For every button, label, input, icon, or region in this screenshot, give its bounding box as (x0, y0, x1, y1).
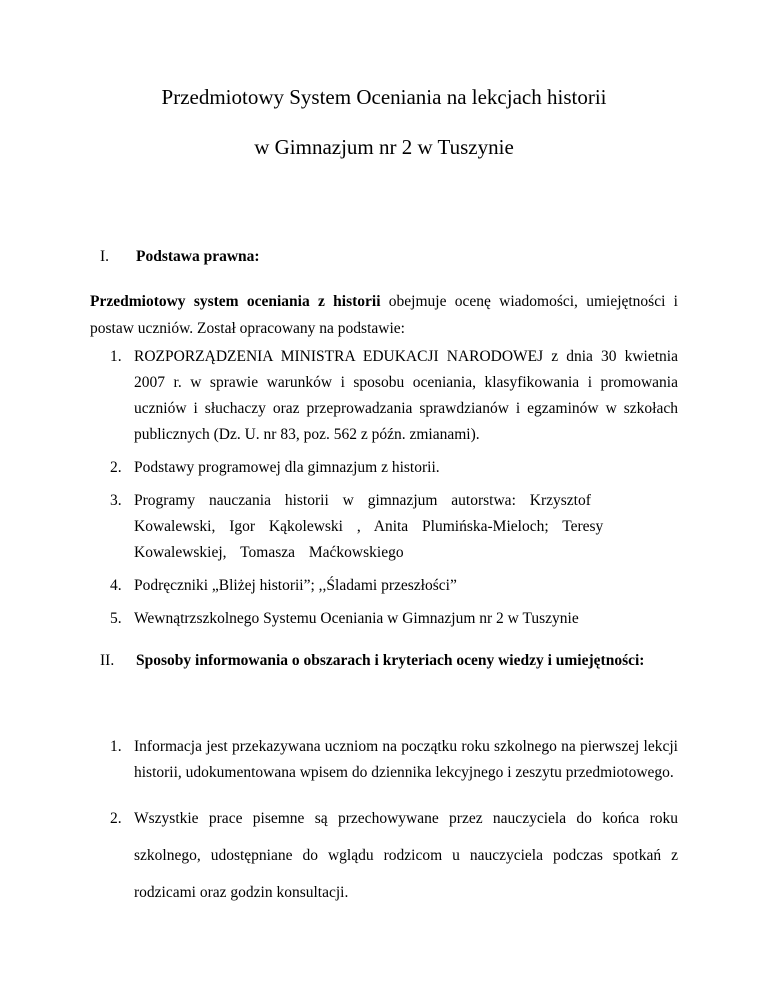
list-item-text: Podstawy programowej dla gimnazjum z historii. (134, 459, 440, 476)
list-item (110, 606, 678, 632)
information-methods-list (110, 734, 678, 911)
list-item-text: Wszystkie prace pisemne są przechowywane przez nauczyciela do końca roku szkolnego, udostępniane do wglądu rodzicom u nauczyciela podczas spotkań z rodzicami oraz godzin konsultacji. (134, 810, 678, 901)
list-item (110, 344, 678, 448)
legal-basis-list (110, 344, 678, 639)
section-number: II. (100, 652, 115, 669)
intro-text: obejmuje ocenę wiadomości, umiejętności i postaw uczniów. Został opracowany na podstawie: (90, 293, 678, 337)
list-item (110, 488, 678, 566)
list-item-text: Podręczniki „Bliżej historii”; ,,Śladami przeszłości” (134, 577, 457, 594)
list-item (110, 455, 678, 481)
list-item-text: Informacja jest przekazywana uczniom na początku roku szkolnego na pierwszej lekcji historii, udokumentowana wpisem do dziennika lekcyjnego i zeszytu przedmiotowego. (134, 738, 678, 781)
intro-paragraph (90, 288, 678, 342)
list-item-text: Programy nauczania historii w gimnazjum autorstwa: Krzysztof Kowalewski, Igor Kąkolewski , Anita Plumińska-Mieloch; Teresy Kowalewskiej, Tomasza Maćkowskiego (134, 492, 604, 561)
list-item-number: 4. (110, 577, 122, 594)
section-number: I. (100, 248, 110, 265)
list-item-number: 2. (110, 459, 122, 476)
list-item-text: ROZPORZĄDZENIA MINISTRA EDUKACJI NARODOWEJ z dnia 30 kwietnia 2007 r. w sprawie warunków i sposobu oceniania, klasyfikowania i promowania uczniów i słuchaczy oraz przeprowadzania sprawdzianów i egzaminów w szkołach publicznych (Dz. U. nr 83, poz. 562 z późn. zmianami). (134, 348, 678, 443)
list-item (110, 734, 678, 786)
section-heading: Sposoby informowania o obszarach i kryteriach oceny wiedzy i umiejętności: (136, 652, 645, 669)
list-item-number: 3. (110, 492, 122, 509)
section-heading: Podstawa prawna: (136, 248, 260, 265)
list-item-number: 1. (110, 738, 122, 755)
document-subtitle: w Gimnazjum nr 2 w Tuszynie (254, 135, 514, 159)
list-item-text: Wewnątrzszkolnego Systemu Oceniania w Gimnazjum nr 2 w Tuszynie (134, 610, 579, 627)
list-item-number: 2. (110, 810, 122, 827)
list-item (110, 573, 678, 599)
document-title: Przedmiotowy System Oceniania na lekcjach historii (161, 85, 607, 109)
intro-bold-text: Przedmiotowy system oceniania z historii (90, 293, 381, 310)
list-item-number: 5. (110, 610, 122, 627)
list-item (110, 800, 678, 911)
list-item-number: 1. (110, 348, 122, 365)
